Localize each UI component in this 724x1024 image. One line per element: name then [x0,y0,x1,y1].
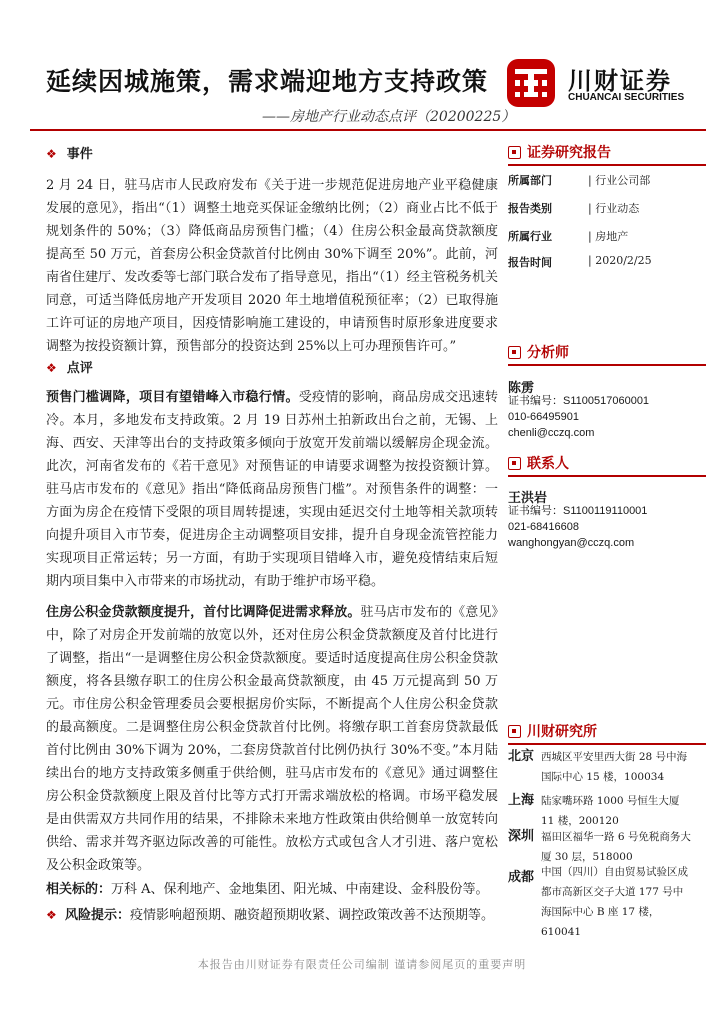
company-name-cn: 川财证券 [568,67,672,95]
office-address-shanghai: 陆家嘴环路 1000 号恒生大厦 11 楼，200120 [541,795,680,827]
info-department: 所属部门 | 行业公司部 [508,174,651,187]
section-square-icon [508,146,521,159]
info-report-type: 报告类别 | 行业动态 [508,202,640,215]
analyst-email[interactable]: chenli@cczq.com [508,427,595,439]
page-title: 延续因城施策，需求端迎地方支持政策 [46,67,489,96]
diamond-bullet-icon: ❖ [46,147,57,161]
section-square-icon [508,457,521,470]
office-address-beijing: 西城区平安里西大街 28 号中海国际中心 15 楼，100034 [541,751,688,783]
analyst-heading: 分析师 [508,340,706,366]
event-text: 2 月 24 日，驻马店市人民政府发布《关于进一步规范促进房地产业平稳健康发展的意见》，指出“（1）调整土地竞买保证金缴纳比例；（2）商业占比不低于规划条件的 50%；（3）降低商品房预售门槛；（4）住房公积金最高贷款额度提高至 50 万元，首套房公积金贷款首付比例由 30%下调至 20%”。此前，河南省住建厅、发改委等七部门联合发布了指导意见，指出“（1）经主管税务机关同意，可适当降低房地产开发项目 2020 年土地增值税预征率；（2）已取得施工许可证的房地产项目，因疫情影响施工建设的，申请预售时原形象进度要求调整为按投资额计算，预售部分的投资达到 25%以上可办理预售许可。” [46,178,498,354]
company-logo-icon [506,58,556,108]
office-city-chengdu: 成都 [508,870,535,885]
company-logo [506,58,702,108]
risk-text: 疫情影响超预期、融资超预期收紧、调控政策改善不达预期等。 [130,908,495,923]
contact-phone: 021-68416608 [508,521,579,533]
diamond-bullet-icon: ❖ [46,361,57,375]
analyst-cert: 证书编号：S1100517060001 [508,395,650,407]
diamond-bullet-icon: ❖ [46,908,57,922]
contact-name: 王洪岩 [508,491,548,506]
office-city-beijing: 北京 [508,749,535,764]
event-section [46,143,498,358]
related-text: 万科 A、保利地产、金地集团、阳光城、中南建设、金科股份等。 [111,882,489,897]
comment-paragraph-2: 住房公积金贷款额度提升，首付比调降促进需求释放。驻马店市发布的《意见》中，除了对房企开发前端的放宽以外，还对住房公积金贷款额度及首付比进行了调整，指出“一是调整住房公积金贷款额度。要适时适度提高住房公积金贷款额度，将各县缴存职工的住房公积金最高贷款额度，由 45 万元提高到 50 万元。市住房公积金管理委员会要根据房价实际，不断提高个人住房公积金贷款的最高额度。二是调整住房公积金贷款首付比例。将缴存职工首套房贷款最低首付比例由 30%下调为 20%，二套房贷款首付比例仍执行 30%不变。”本月陆续出台的地方支持政策多侧重于供给侧，驻马店市发布的《意见》通过调整住房公积金贷款额度上限及首付比等方式打开需求端放松的格调。市场平稳发展是由供需双方共同作用的结果，不排除未来地方性政策由供给侧单一放宽转向供给、需求并驾齐驱边际改善的可能性。放松方式或包含人才引进、落户宽松及公积金政策等。 [46,605,498,873]
section-square-icon [508,346,521,359]
contact-heading: 联系人 [508,451,706,477]
contact-cert: 证书编号：S1100119110001 [508,505,648,517]
risk-warning [46,904,498,927]
info-industry: 所属行业 | 房地产 [508,230,629,243]
analyst-phone: 010-66495901 [508,411,579,423]
header-divider [30,129,706,131]
company-name-en: CHUANCAI SECURITIES [568,92,685,103]
comment-heading: ❖ 点评 [46,357,498,380]
analyst-name: 陈雳 [508,381,535,396]
info-report-date: 报告时间 | 2020/2/25 [508,254,652,269]
office-address-chengdu: 中国（四川）自由贸易试验区成都市高新区交子大道 177 号中海国际中心 B 座 17 楼，610041 [541,866,688,938]
institute-heading: 川财研究所 [508,719,706,745]
report-subtitle: ——房地产行业动态点评（20200225） [262,109,516,125]
related-label: 相关标的： [46,882,112,897]
related-stocks [46,878,498,901]
office-city-shenzhen: 深圳 [508,829,535,844]
section-square-icon [508,725,521,738]
risk-label: 风险提示： [65,908,131,923]
comment-paragraph-1: 预售门槛调降，项目有望错峰入市稳行情。受疫情的影响，商品房成交迅速转冷。本月，多地发布支持政策。2 月 19 日苏州土拍新政出台之前，无锡、上海、西安、天津等出台的支持政策多倾向于放宽开发前端以缓解房企现金流。此次，河南省发布的《若干意见》对预售证的申请要求调整为按投资额计算。驻马店市发布的《意见》指出“降低商品房预售门槛”。对预售条件的调整：一方面为房企在疫情下受限的项目周转提速，实现由延迟交付土地等相关款项转向提升项目入市节奏，促进房企主动调整项目安排，提升自身现金流管控能力实现项目正常运转；另一方面，有助于实现项目错峰入市，避免疫情结束后短期内项目集中入市带来的市场扰动，有助于维护市场平稳。 [46,390,498,589]
comment-section [46,357,498,877]
office-city-shanghai: 上海 [508,793,535,808]
contact-email[interactable]: wanghongyan@cczq.com [508,537,635,549]
report-info-heading: 证券研究报告 [508,140,706,166]
page-footer: 本报告由川财证券有限责任公司编制 谨请参阅尾页的重要声明 [197,958,527,971]
event-heading: ❖ 事件 [46,143,498,166]
office-address-shenzhen: 福田区福华一路 6 号免税商务大厦 30 层，518000 [541,831,691,863]
